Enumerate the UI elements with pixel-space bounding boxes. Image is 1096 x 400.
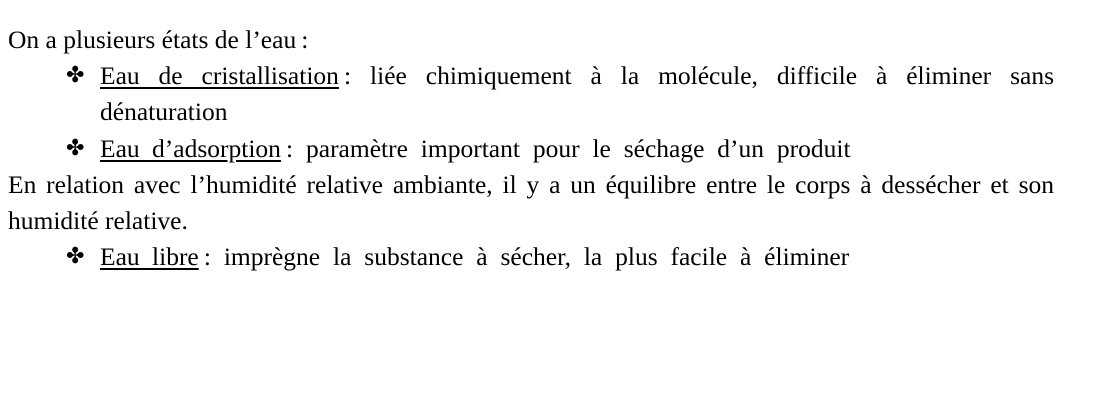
list-item [66, 131, 1054, 167]
list-item-text [100, 58, 1054, 130]
term-eau-de-cristallisation: Eau de cristallisation [100, 61, 339, 91]
intro-paragraph: On a plusieurs états de l’eau : [8, 25, 309, 54]
floral-bullet-icon: ✤ [66, 244, 85, 270]
term-eau-dadsorption: Eau d’adsorption [100, 133, 281, 163]
list-item-text [100, 239, 1054, 275]
floral-bullet-icon: ✤ [66, 63, 85, 89]
list-item [66, 239, 1054, 275]
separator: : [280, 133, 306, 163]
list-item [66, 58, 1054, 130]
list-item-text [100, 131, 1054, 167]
document-content [8, 22, 1054, 275]
separator: : [198, 242, 224, 272]
list-item-body: paramètre important pour le séchage d’un produit [306, 133, 851, 163]
list-item-body: liée chimiquement à la molécule, difficile à éliminer sans dénaturation [100, 61, 1054, 127]
separator: : [338, 61, 371, 91]
list-item-body: imprègne la substance à sécher, la plus facile à éliminer [223, 242, 850, 272]
floral-bullet-icon: ✤ [66, 135, 85, 161]
middle-paragraph: En relation avec l’humidité relative ambiante, il y a un équilibre entre le corps à dessécher et son humidité relative. [8, 169, 1054, 236]
term-eau-libre: Eau libre [100, 242, 199, 272]
